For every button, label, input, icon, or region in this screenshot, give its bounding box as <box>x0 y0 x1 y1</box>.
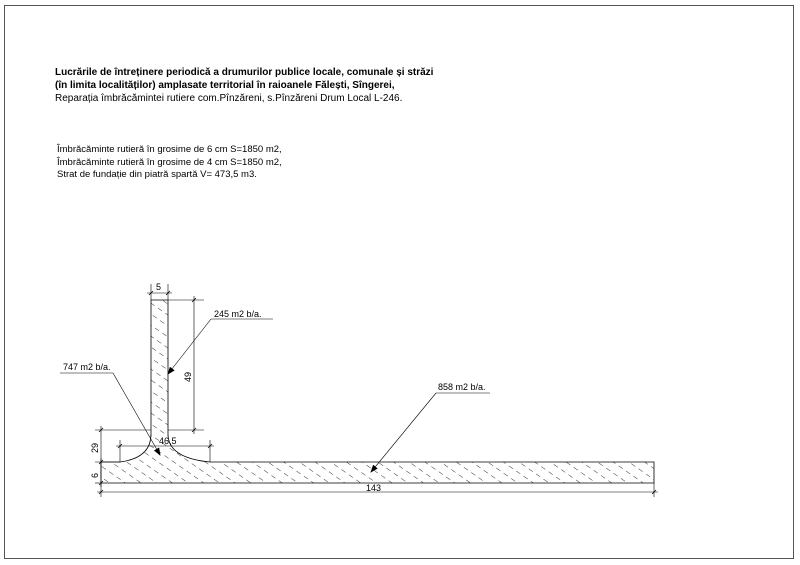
title-line-3: Reparația îmbrăcămintei rutiere com.Pînzăreni, s.Pînzăreni Drum Local L-246. <box>55 93 403 104</box>
branch-length-dimension <box>168 296 204 434</box>
junction-area-label: 747 m2 b/a. <box>63 362 111 372</box>
main-area-label: 858 m2 b/a. <box>438 382 486 392</box>
note-crushed-stone-base: Strat de fundație din piatră spartă V= 473,5 m3. <box>57 169 257 180</box>
junction-width-label: 46,5 <box>159 436 177 446</box>
road-length-dimension <box>97 483 658 497</box>
road-surface-area <box>101 300 654 483</box>
branch-width-label: 5 <box>156 282 162 292</box>
main-area-leader <box>371 382 490 472</box>
branch-length-label: 49 <box>183 371 193 382</box>
road-thickness-label: 6 <box>90 472 100 478</box>
road-thickness-dimension <box>90 458 103 487</box>
junction-area-leader <box>60 362 160 455</box>
branch-area-label: 245 m2 b/a. <box>214 309 262 319</box>
road-length-label: 143 <box>366 483 382 493</box>
junction-height-label: 29 <box>90 442 100 453</box>
branch-width-dimension <box>147 282 172 300</box>
title-line-2: (în limita localităților) amplasate territorial în raioanele Fălești, Sîngerei, <box>55 80 395 91</box>
note-asphalt-4cm: Îmbrăcăminte rutieră în grosime de 4 cm S=1850 m2, <box>57 156 282 168</box>
note-asphalt-6cm: Îmbrăcăminte rutieră în grosime de 6 cm S=1850 m2, <box>57 144 282 155</box>
title-line-1: Lucrările de întreținere periodică a drumurilor publice locale, comunale și străzi <box>55 67 434 78</box>
branch-area-leader <box>168 309 273 374</box>
